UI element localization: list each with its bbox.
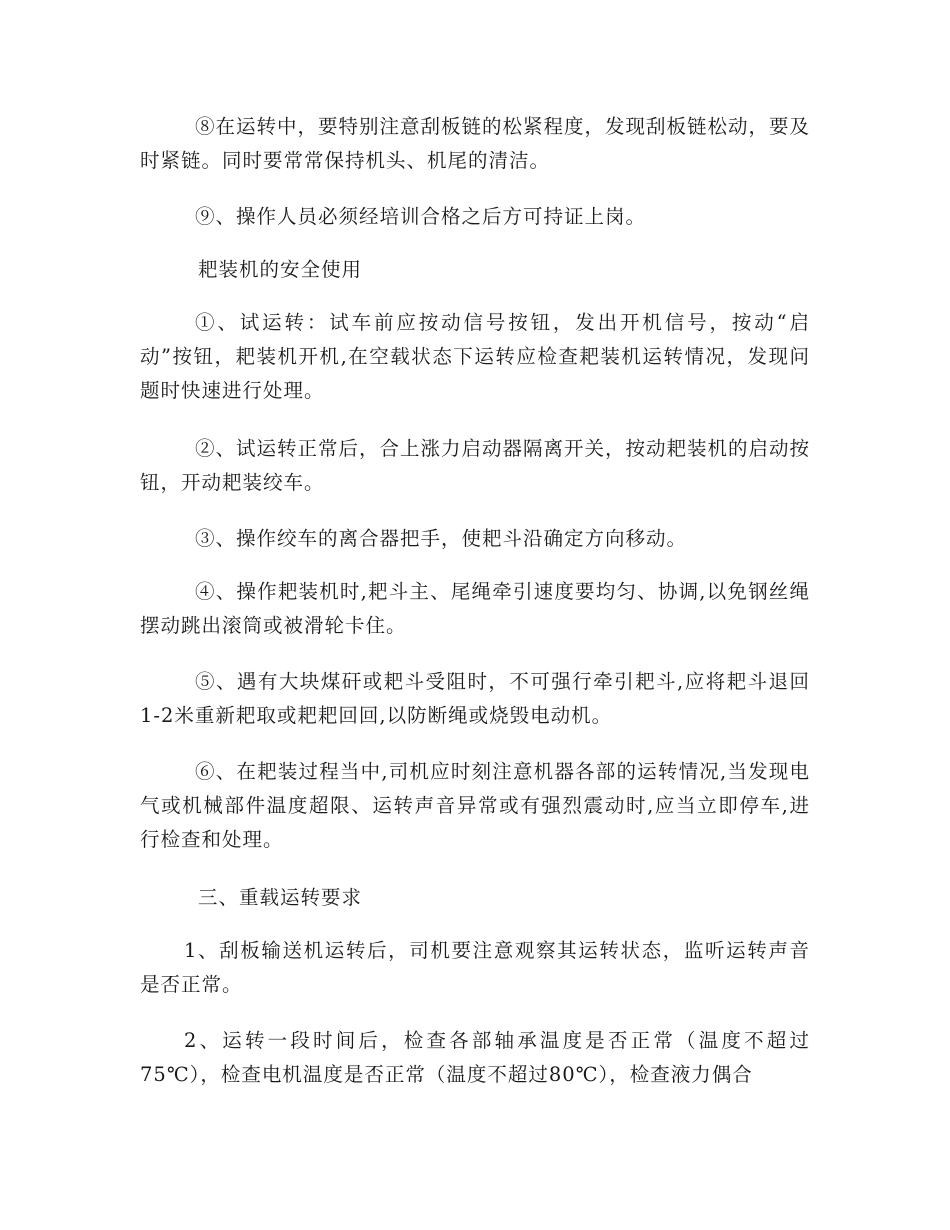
section-heading-heavy-load: 三、重载运转要求: [198, 886, 363, 909]
paragraph-monitoring: ⑥、在耙装过程当中,司机应时刻注意机器各部的运转情况,当发现电气或机械部件温度超限、运转声音异常或有强烈震动时,应当立即停车,进行检查和处理。: [140, 760, 810, 851]
paragraph-large-rock: ⑤、遇有大块煤矸或耙斗受阻时，不可强行牵引耙斗,应将耙斗退回1-2米重新耙取或耙耙回回,以防断绳或烧毁电动机。: [140, 670, 810, 727]
paragraph-conveyor-running: 1、刮板输送机运转后，司机要注意观察其运转状态，监听运转声音是否正常。: [140, 939, 810, 996]
paragraph-after-trial: ②、试运转正常后，合上涨力启动器隔离开关，按动耙装机的启动按钮，开动耙装绞车。: [140, 437, 811, 494]
paragraph-operate-loader: ④、操作耙装机时,耙斗主、尾绳牵引速度要均匀、协调,以免钢丝绳摆动跳出滚筒或被滑轮卡住。: [140, 580, 810, 637]
paragraph-trial-run: ①、试运转：试车前应按动信号按钮，发出开机信号，按动“启动”按钮，耙装机开机,在空载状态下运转应检查耙装机运转情况，发现问题时快速进行处理。: [140, 311, 810, 402]
section-heading-rake-loader: 耙装机的安全使用: [198, 258, 363, 281]
paragraph-item-8: ⑧在运转中，要特别注意刮板链的松紧程度，发现刮板链松动，要及时紧链。同时要常常保持机头、机尾的清洁。: [140, 115, 811, 172]
paragraph-clutch: ③、操作绞车的离合器把手，使耙斗沿确定方向移动。: [195, 527, 688, 550]
paragraph-item-9: ⑨、操作人员必须经培训合格之后方可持证上岗。: [195, 205, 647, 228]
paragraph-temperature-check: 2、运转一段时间后，检查各部轴承温度是否正常（温度不超过75℃），检查电机温度是否正常（温度不超过80℃），检查液力偶合: [140, 1029, 810, 1086]
